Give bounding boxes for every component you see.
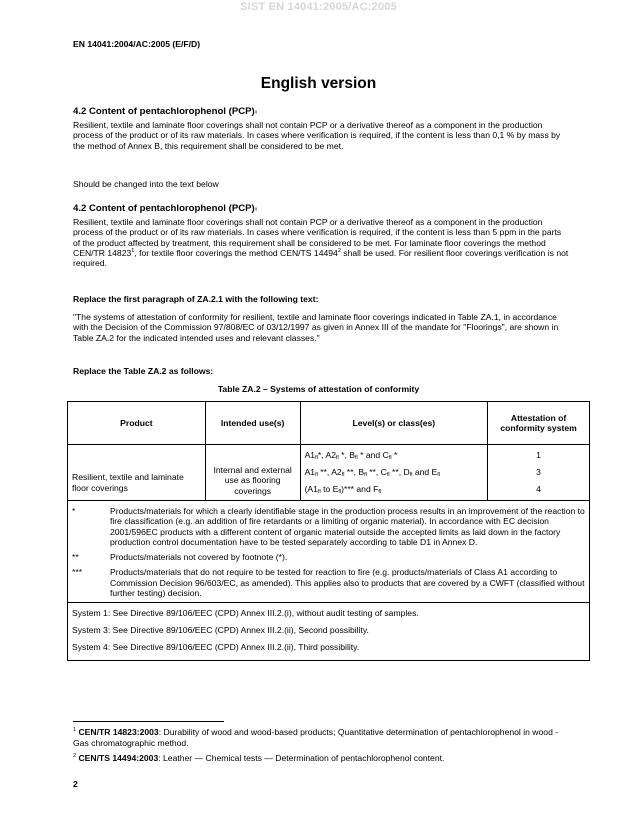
system-description: System 4: See Directive 89/106/EEC (CPD) Annex III.2.(ii), Third possibility. [72,642,360,653]
footnote-1: $^1$ CEN/TR 14823:2003: Durability of wood and wood-based products; Quantitative determination of pentachlorophenol in wood - Gas chromatographic method. [73,727,559,748]
replace-instruction-1: Replace the first paragraph of ZA.2.1 with the following text: [73,294,319,304]
level-line: A1fl*, A2fl *, Bfl * and Cfl * [304,450,398,461]
notes-cell [68,501,590,603]
footnote-ref-2: 2 [337,247,341,254]
section-old-heading: 4.2 Content of pentachlorophenol (PCP)⁽ᴵ [73,106,258,117]
document-header: EN 14041:2004/AC:2005 (E/F/D) [73,39,201,49]
system-cell [488,445,590,501]
level-line: A1fl **, A2fl **, Bfl **, Cfl **, Dfl and Efl [304,467,441,478]
col-header-product: Product [68,402,206,445]
product-cell: Resilient, textile and laminate floor coverings [68,445,206,501]
table-caption: Table ZA.2 – Systems of attestation of conformity [217,384,420,394]
col-header-attestation: Attestation of conformity system [488,402,590,445]
systems-cell [68,603,590,661]
section-new [73,203,569,268]
level-line: (A1fl to Efl)*** and Ffl [304,484,382,495]
replace-instruction-2: Replace the Table ZA.2 as follows: [73,366,214,376]
section-new-text: Resilient, textile and laminate floor coverings shall not contain PCP or a derivative thereof as a component in the production process of the product or of its raw materials. In cases where verification is required, if the content is less than 5 ppm in the parts of the product affected by treatment, this requirement shall be considered to be met. For laminate floor coverings the method CEN/TR 14823$^1$, for textile floor coverings the method CEN/TS 14494$^2$ shall be used. For resilient floor coverings verification is not required. [73,217,569,269]
note-item: * Products/materials for which a clearly identifiable stage in the production process results in an improvement of the reaction to fire classification (e.g. an addition of fire retardants or a limiting of organic material). In accordance with EC decision 2001/596EC products with a different content of organic material outside the accepted limits as laid down in the factory production control documentation have to be tested separately according to table D1 in Annex D. [72,506,585,547]
intended-use-cell: Internal and external use as flooring coverings [205,445,300,501]
note-item: *** Products/materials that do not require to be tested for reaction to fire (e.g. products/materials of Class A1 according to Commission Decision 96/603/EC, as amended). This applies also to products that are covered by a CWFT (classified without further testing) decision. [72,567,585,599]
col-header-use: Intended use(s) [205,402,300,445]
version-title: English version [260,75,377,92]
table-header-row [68,402,590,445]
system-value: 1 [536,450,541,460]
change-note: Should be changed into the text below [73,179,219,189]
system-value: 4 [536,484,541,494]
table-row [68,445,590,501]
section-new-heading: 4.2 Content of pentachlorophenol (PCP)⁽ᴵ [73,203,258,214]
page-number: 2 [73,779,78,789]
watermark: SIST EN 14041:2005/AC:2005 [240,1,397,13]
footnote-2: $^2$ CEN/TS 14494:2003: Leather — Chemical tests — Determination of pentachlorophenol content. [73,753,445,763]
section-old [73,106,569,151]
amendment-mark: ⁽ᴵ [254,208,258,214]
attestation-table [67,401,590,661]
replacement-quote: "The systems of attestation of conformity for resilient, textile and laminate floor coverings indicated in Table ZA.1, in accordance with the Decision of the Commission 97/808/EC of 03/12/1997 as given in Annex III of the mandate for "Floorings", are shown in Table ZA.2 for the indicated intended uses and relevant classes." [73,312,559,343]
notes-row [68,501,590,603]
section-old-text: Resilient, textile and laminate floor coverings shall not contain PCP or a derivative thereof as a component in the production process of the product or of its raw materials. In cases where verification is required, if the content is less than 0,1 % by mass by the method of Annex B, this requirement shall be considered to be met. [73,120,561,151]
system-description: System 1: See Directive 89/106/EEC (CPD) Annex III.2.(i), without audit testing of samples. [72,608,419,619]
amendment-mark: ⁽ᴵ [254,111,258,117]
levels-cell [300,445,488,501]
footnote-separator [73,721,224,722]
systems-row [68,603,590,661]
col-header-level: Level(s) or class(es) [300,402,488,445]
footnote-ref-1: 1 [131,247,135,254]
system-description: System 3: See Directive 89/106/EEC (CPD) Annex III.2.(ii), Second possibility. [72,625,369,636]
system-value: 3 [536,467,541,477]
note-item: ** Products/materials not covered by footnote (*). [72,552,288,563]
